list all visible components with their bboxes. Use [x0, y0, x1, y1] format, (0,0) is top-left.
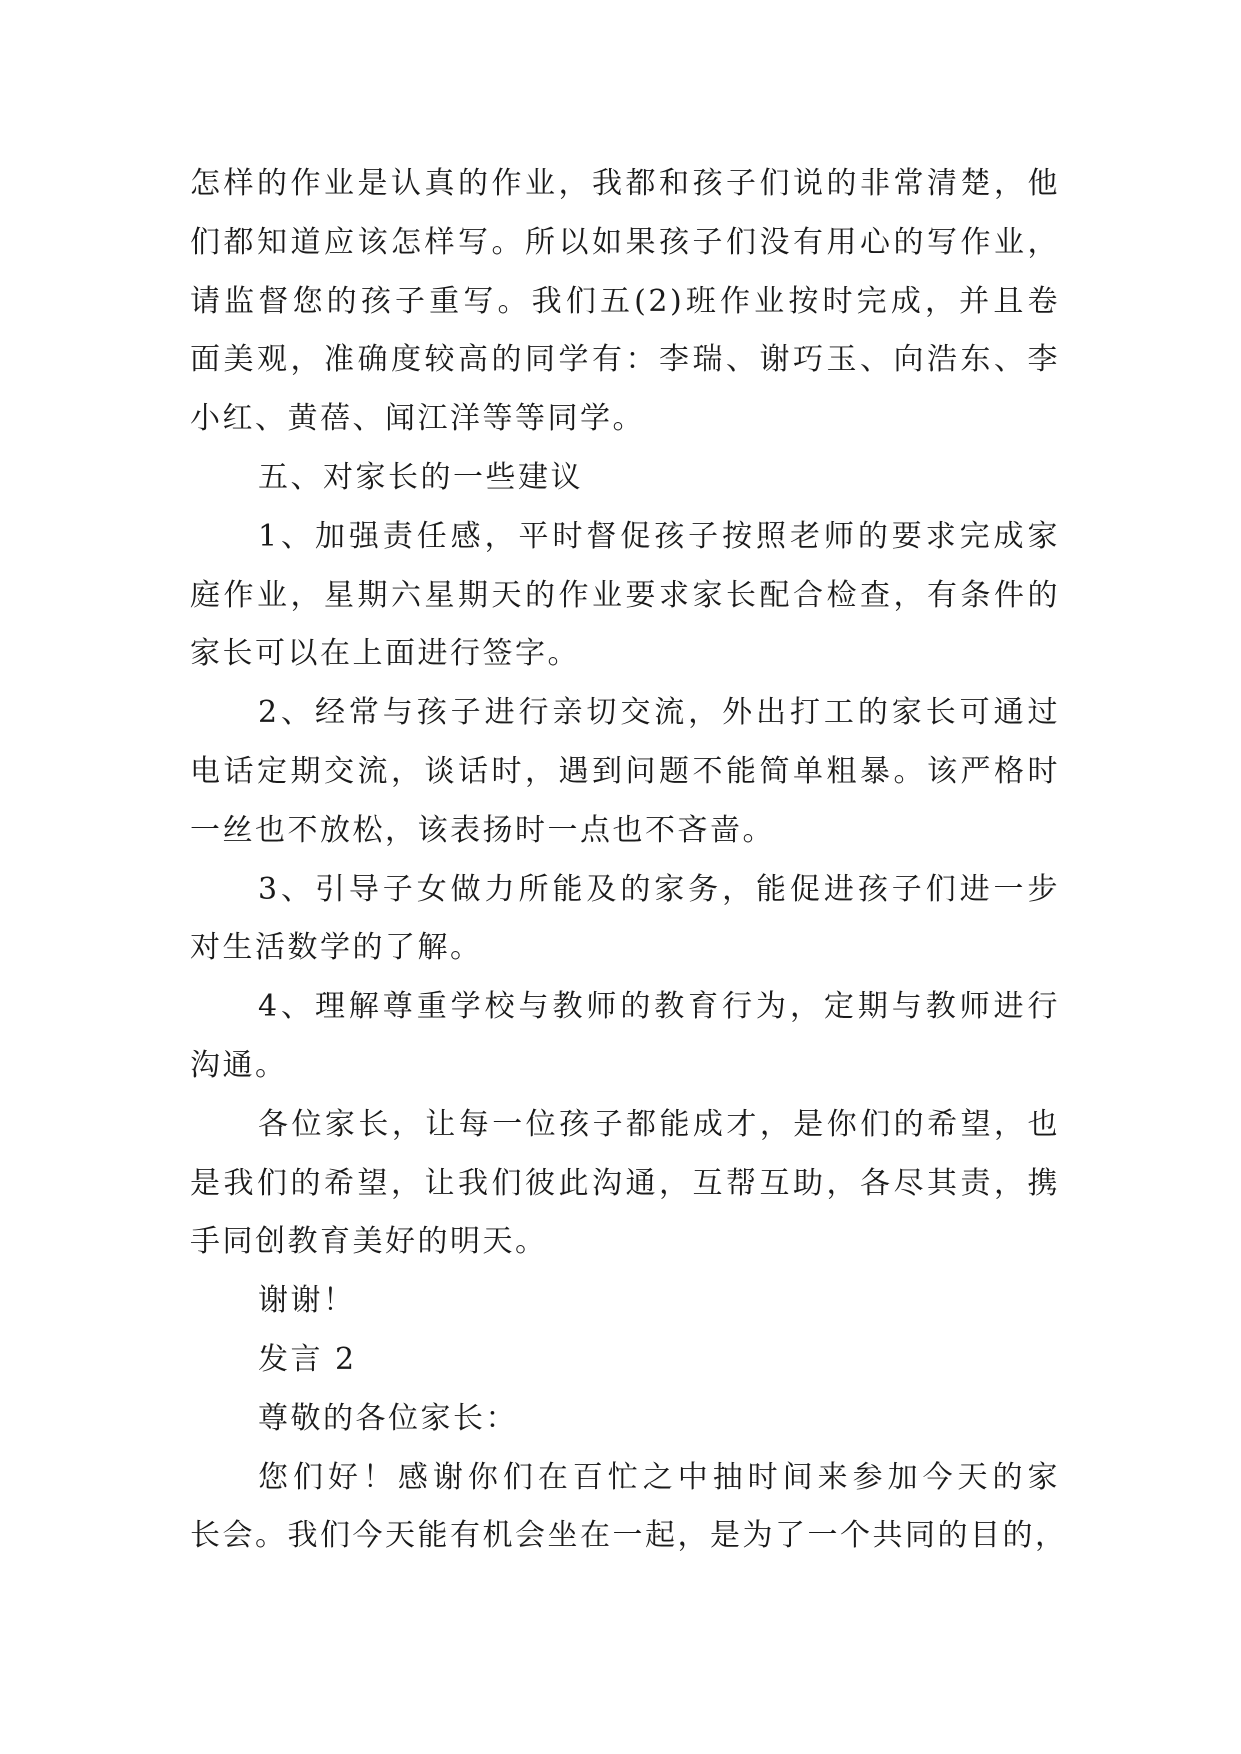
- text-line: 庭作业，星期六星期天的作业要求家长配合检查，有条件的: [190, 577, 1060, 613]
- document-body: [190, 158, 1068, 1569]
- text-line: 们都知道应该怎样写。所以如果孩子们没有用心的写作业，: [190, 224, 1060, 260]
- text-line: 一丝也不放松，该表扬时一点也不吝啬。: [190, 812, 775, 848]
- text-line: 对生活数学的了解。: [190, 930, 483, 966]
- text-line: 请监督您的孩子重写。我们五(2)班作业按时完成，并且卷: [190, 283, 1060, 319]
- text-line: 电话定期交流，谈话时，遇到问题不能简单粗暴。该严格时: [190, 753, 1060, 789]
- text-line: 您们好！感谢你们在百忙之中抽时间来参加今天的家: [258, 1459, 1060, 1495]
- text-line: 4、理解尊重学校与教师的教育行为，定期与教师进行: [258, 989, 1060, 1025]
- text-line: 发言 2: [258, 1341, 357, 1377]
- text-line: 2、经常与孩子进行亲切交流，外出打工的家长可通过: [258, 695, 1060, 731]
- text-line: 面美观，准确度较高的同学有：李瑞、谢巧玉、向浩东、李: [190, 342, 1060, 378]
- text-line: 各位家长，让每一位孩子都能成才，是你们的希望，也: [258, 1106, 1060, 1142]
- text-line: 手同创教育美好的明天。: [190, 1224, 548, 1260]
- text-line: 1、加强责任感，平时督促孩子按照老师的要求完成家: [258, 518, 1060, 554]
- text-line: 五、对家长的一些建议: [258, 459, 583, 495]
- text-line: 沟通。: [190, 1047, 288, 1083]
- text-line: 3、引导子女做力所能及的家务，能促进孩子们进一步: [258, 871, 1060, 907]
- text-line: 家长可以在上面进行签字。: [190, 636, 580, 672]
- text-line: 是我们的希望，让我们彼此沟通，互帮互助，各尽其责，携: [190, 1165, 1060, 1201]
- text-line: 怎样的作业是认真的作业，我都和孩子们说的非常清楚，他: [190, 166, 1060, 201]
- text-line: 谢谢！: [258, 1283, 356, 1319]
- text-line: 长会。我们今天能有机会坐在一起，是为了一个共同的目的，: [190, 1518, 1068, 1554]
- text-line: 小红、黄蓓、闻江洋等等同学。: [190, 401, 645, 437]
- text-line: 尊敬的各位家长：: [258, 1400, 518, 1436]
